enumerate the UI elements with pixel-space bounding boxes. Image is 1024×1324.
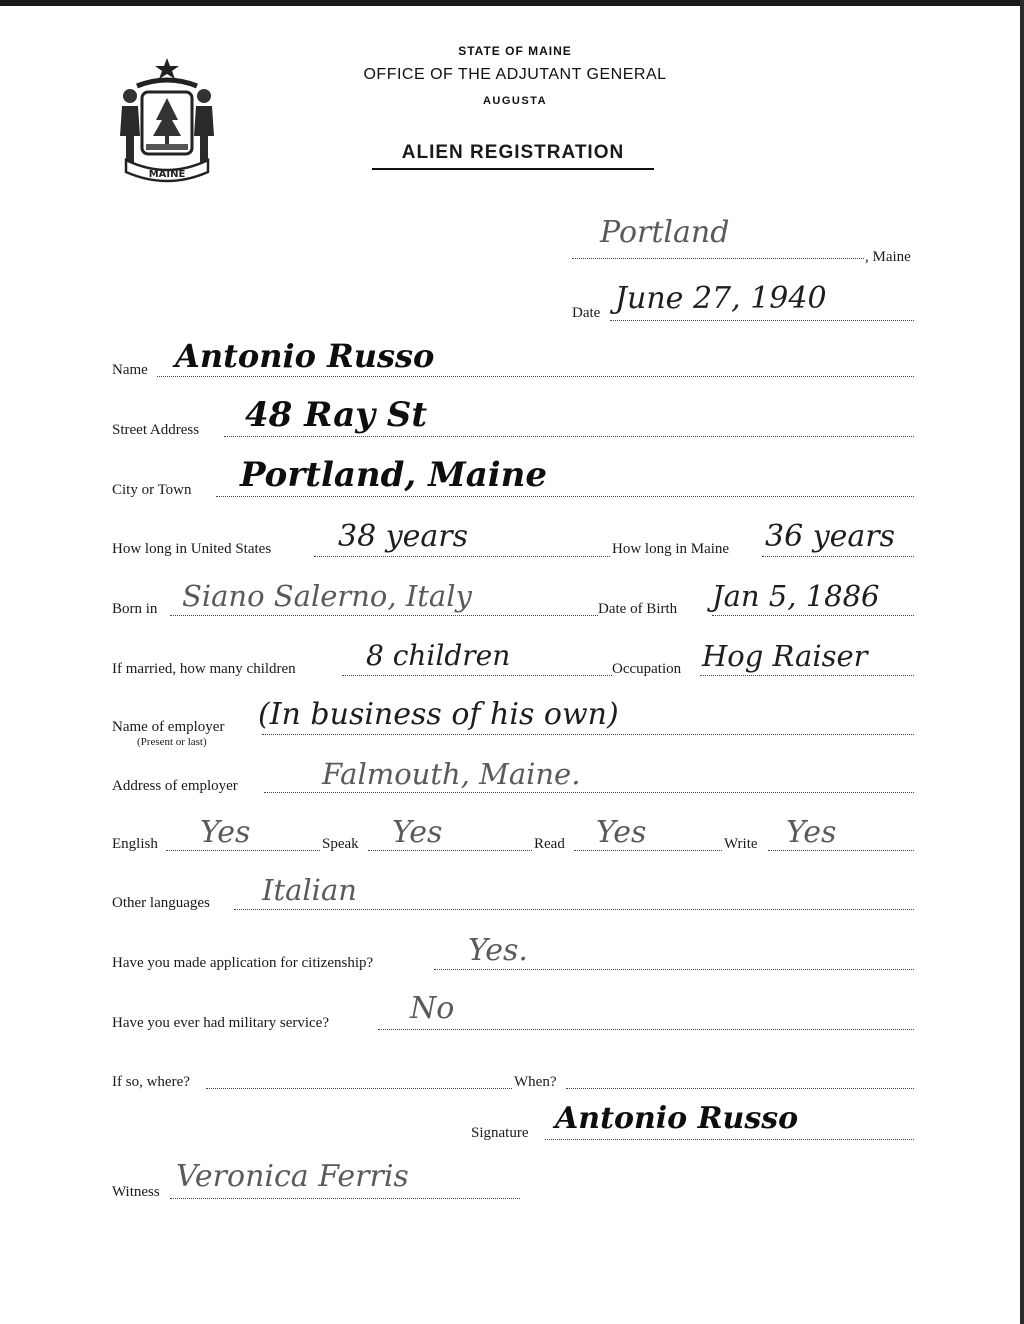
other-languages-entry: Italian <box>262 873 357 907</box>
employer-address-entry: Falmouth, Maine. <box>322 757 581 791</box>
children-entry: 8 children <box>366 639 511 672</box>
read-label: Read <box>534 836 565 852</box>
name-label: Name <box>112 362 148 378</box>
header-city: AUGUSTA <box>482 95 548 107</box>
born-in-entry: Siano Salerno, Italy <box>182 579 472 613</box>
write-line <box>768 850 914 851</box>
if-so-where-line <box>206 1088 512 1089</box>
witness-entry: Veronica Ferris <box>176 1159 409 1194</box>
date-entry: June 27, 1940 <box>615 281 827 316</box>
english-entry: Yes <box>200 815 251 850</box>
how-long-maine-entry: 36 years <box>765 519 896 554</box>
how-long-maine-line <box>762 556 914 557</box>
when-line <box>566 1088 914 1089</box>
occupation-label: Occupation <box>612 661 682 677</box>
citizenship-line <box>434 969 914 970</box>
military-label: Have you ever had military service? <box>112 1015 329 1031</box>
form-title: ALIEN REGISTRATION <box>372 142 654 170</box>
street-address-line <box>224 436 914 437</box>
citizenship-entry: Yes. <box>468 933 528 968</box>
how-long-us-label: How long in United States <box>112 541 272 557</box>
scan-edge-right <box>1020 0 1024 1324</box>
write-label: Write <box>724 836 758 852</box>
occupation-line <box>700 675 914 676</box>
employer-name-label: Name of employer <box>112 719 225 735</box>
signature-entry: Antonio Russo <box>555 1101 799 1136</box>
military-entry: No <box>410 991 455 1026</box>
city-entry: Portland, Maine <box>240 455 547 495</box>
street-address-label: Street Address <box>112 422 200 438</box>
witness-label: Witness <box>112 1184 160 1200</box>
speak-line <box>368 850 532 851</box>
date-of-birth-entry: Jan 5, 1886 <box>712 579 880 613</box>
children-line <box>342 675 612 676</box>
speak-entry: Yes <box>392 815 443 850</box>
write-entry: Yes <box>786 815 837 850</box>
street-address-entry: 48 Ray St <box>245 395 428 435</box>
if-so-where-label: If so, where? <box>112 1074 190 1090</box>
read-entry: Yes <box>596 815 647 850</box>
date-line <box>610 320 914 321</box>
place-entry: Portland <box>600 215 730 250</box>
children-label: If married, how many children <box>112 661 296 677</box>
name-entry: Antonio Russo <box>175 337 435 375</box>
how-long-us-entry: 38 years <box>338 519 469 554</box>
header-office: OFFICE OF THE ADJUTANT GENERAL <box>363 66 667 83</box>
read-line <box>574 850 722 851</box>
name-line <box>157 376 914 377</box>
witness-line <box>170 1198 520 1199</box>
citizenship-label: Have you made application for citizenship? <box>112 955 374 971</box>
born-in-label: Born in <box>112 601 158 617</box>
military-line <box>378 1029 914 1030</box>
city-line <box>216 496 914 497</box>
header-state: STATE OF MAINE <box>458 44 572 58</box>
employer-name-line <box>262 734 914 735</box>
how-long-us-line <box>314 556 610 557</box>
when-label: When? <box>514 1074 557 1090</box>
how-long-maine-label: How long in Maine <box>612 541 730 557</box>
svg-text:MAINE: MAINE <box>148 169 186 180</box>
employer-address-label: Address of employer <box>112 778 238 794</box>
other-languages-line <box>234 909 914 910</box>
signature-line <box>545 1139 914 1140</box>
place-line <box>572 258 864 259</box>
speak-label: Speak <box>322 836 359 852</box>
scan-edge-top <box>0 0 1024 6</box>
maine-state-seal <box>112 56 222 188</box>
english-line <box>166 850 320 851</box>
other-languages-label: Other languages <box>112 895 210 911</box>
maine-label: , Maine <box>865 249 911 265</box>
employer-note-label: (Present or last) <box>137 736 207 748</box>
date-of-birth-label: Date of Birth <box>598 601 678 617</box>
date-of-birth-line <box>712 615 914 616</box>
born-in-line <box>170 615 598 616</box>
employer-address-line <box>264 792 914 793</box>
occupation-entry: Hog Raiser <box>702 639 868 673</box>
date-label: Date <box>572 305 601 321</box>
signature-label: Signature <box>471 1125 529 1141</box>
english-label: English <box>112 836 158 852</box>
employer-name-entry: (In business of his own) <box>258 697 619 732</box>
city-label: City or Town <box>112 482 192 498</box>
